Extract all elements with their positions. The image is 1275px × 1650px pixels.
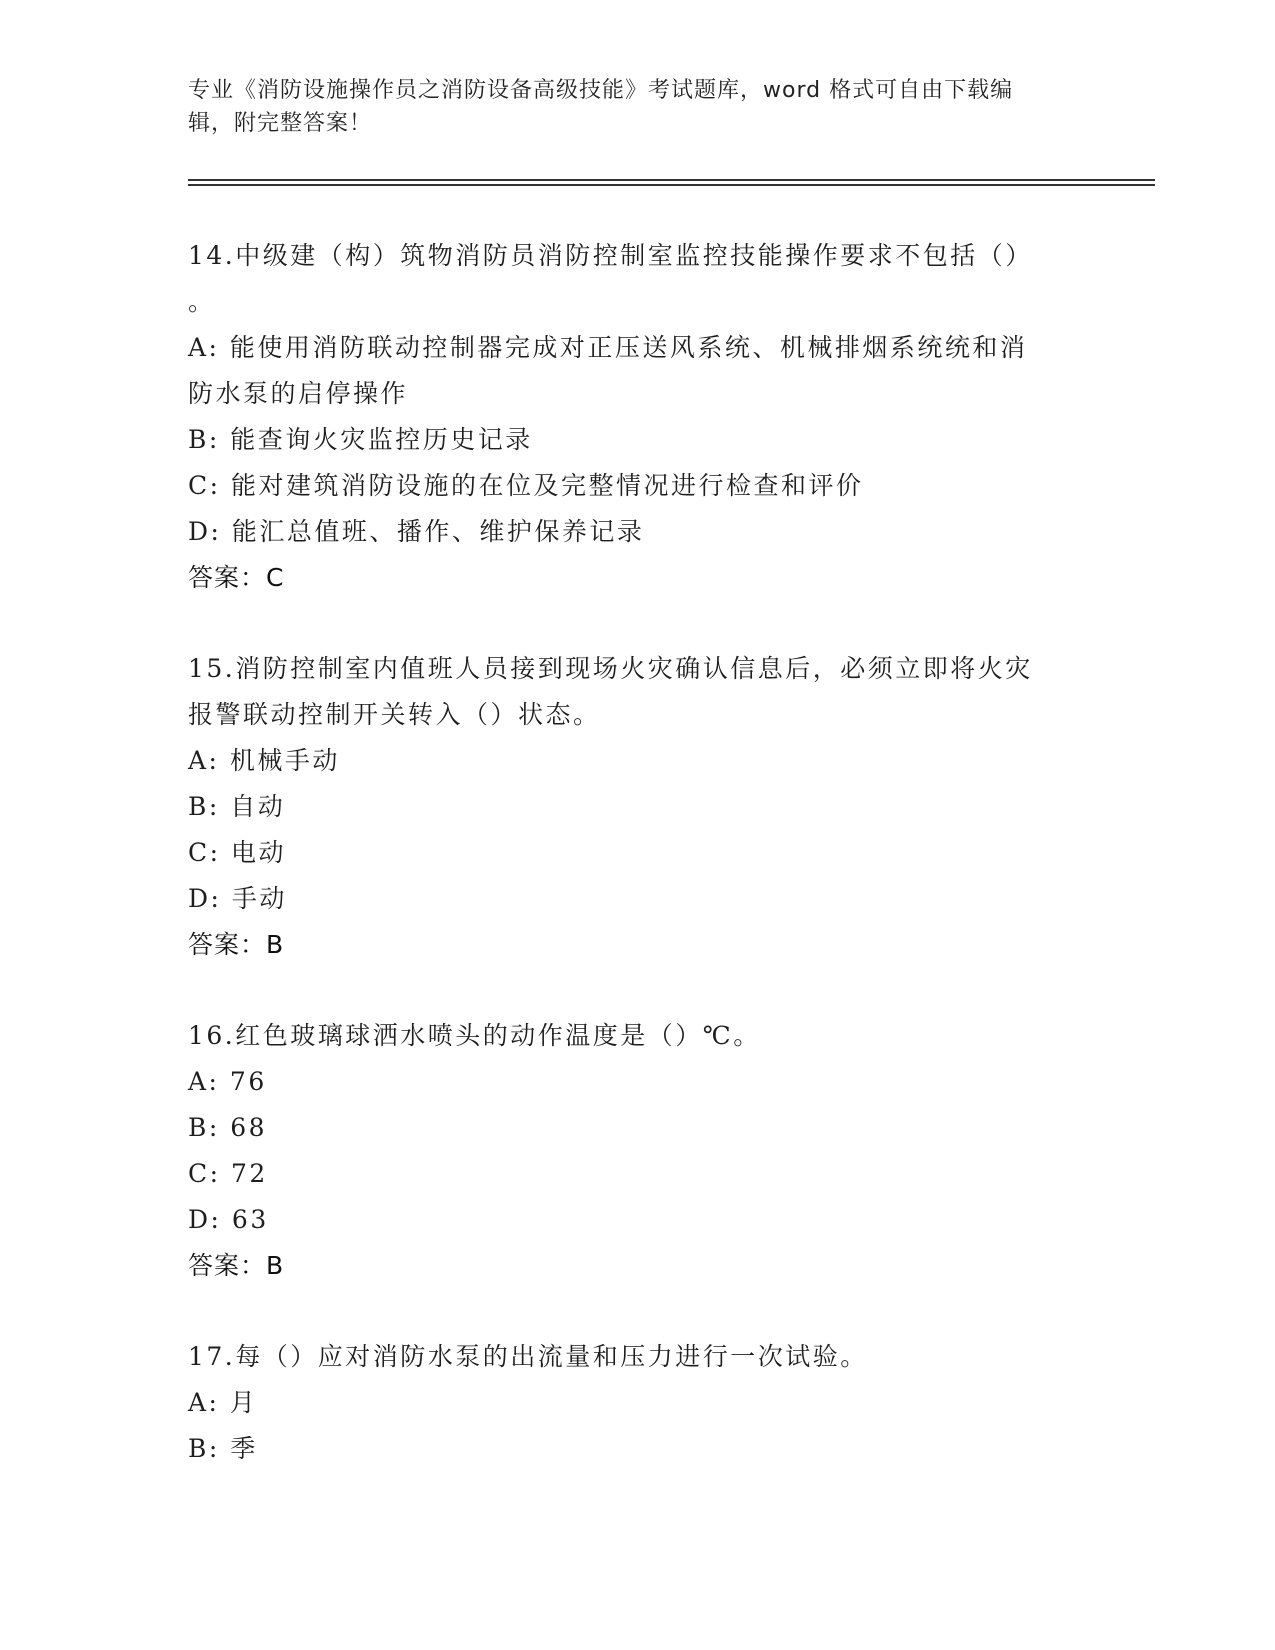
question-list	[188, 233, 1088, 1517]
question-14	[188, 233, 1088, 601]
question-stem-line: 。	[188, 287, 216, 316]
option-b: B: 季	[188, 1434, 258, 1463]
question-stem-line: 16.红色玻璃球洒水喷头的动作温度是（）℃。	[188, 1021, 761, 1050]
option-d: D: 手动	[188, 884, 287, 913]
option-c: C: 能对建筑消防设施的在位及完整情况进行检查和评价	[188, 471, 864, 500]
header-divider-top	[188, 179, 1155, 181]
document-header	[188, 74, 1068, 140]
question-15	[188, 646, 1088, 968]
option-b: B: 68	[188, 1113, 268, 1142]
question-stem-line: 14.中级建（构）筑物消防员消防控制室监控技能操作要求不包括（）	[188, 241, 1033, 270]
option-d: D: 63	[188, 1205, 269, 1234]
option-c: C: 72	[188, 1159, 268, 1188]
answer-label: 答案：B	[188, 930, 285, 959]
question-stem-line: 报警联动控制开关转入（）状态。	[188, 700, 601, 729]
question-stem-line: 15.消防控制室内值班人员接到现场火灾确认信息后，必须立即将火灾	[188, 654, 1033, 683]
header-divider-bottom	[188, 184, 1155, 186]
option-a-line: A: 能使用消防联动控制器完成对正压送风系统、机械排烟系统统和消	[188, 333, 1028, 362]
option-a: A: 月	[188, 1388, 258, 1417]
option-a: A: 76	[188, 1067, 267, 1096]
question-stem-line: 17.每（）应对消防水泵的出流量和压力进行一次试验。	[188, 1342, 868, 1371]
header-line-2: 辑，附完整答案！	[188, 111, 373, 136]
option-a-line: 防水泵的启停操作	[188, 379, 409, 408]
answer-label: 答案：C	[188, 563, 285, 592]
option-d: D: 能汇总值班、播作、维护保养记录	[188, 517, 645, 546]
option-a: A: 机械手动	[188, 746, 340, 775]
question-17	[188, 1334, 1088, 1472]
answer-label: 答案：B	[188, 1251, 285, 1280]
option-c: C: 电动	[188, 838, 286, 867]
option-b: B: 能查询火灾监控历史记录	[188, 425, 533, 454]
question-16	[188, 1013, 1088, 1289]
header-line-1: 专业《消防设施操作员之消防设备高级技能》考试题库，word 格式可自由下载编	[188, 78, 1014, 103]
option-b: B: 自动	[188, 792, 286, 821]
